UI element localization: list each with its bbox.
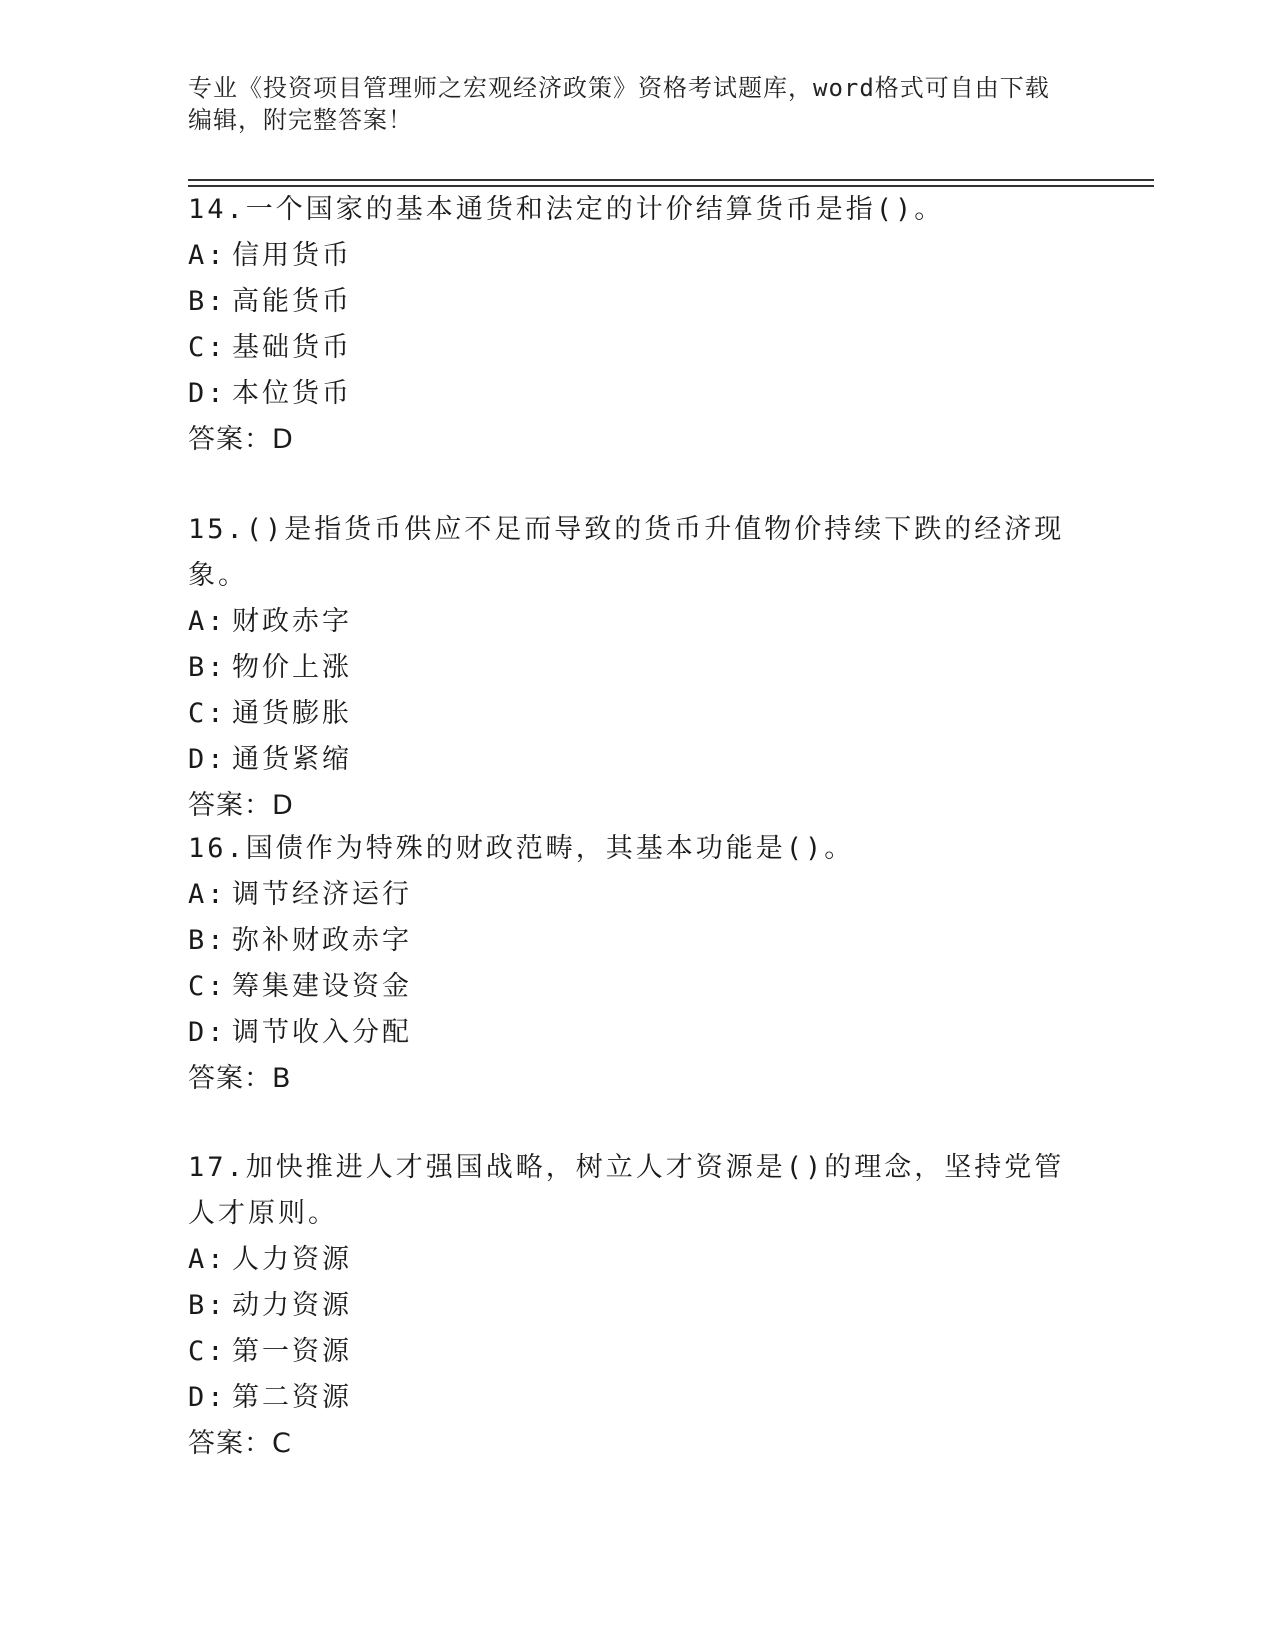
option-text: 调节经济运行 (232, 879, 412, 910)
option-letter: B: (188, 925, 227, 956)
option-letter: B: (188, 1290, 227, 1321)
option-letter: A: (188, 240, 227, 271)
option-c (188, 325, 1088, 371)
question-stem: 17.加快推进人才强国战略，树立人才资源是()的理念，坚持党管人才原则。 (188, 1152, 1065, 1229)
option-text: 财政赤字 (232, 606, 352, 637)
option-text: 第二资源 (232, 1382, 352, 1413)
answer-line: 答案：D (188, 790, 294, 821)
option-b (188, 1283, 1088, 1329)
header-divider-top (188, 179, 1154, 181)
option-letter: D: (188, 1017, 227, 1048)
option-text: 本位货币 (232, 378, 352, 409)
option-text: 高能货币 (232, 286, 352, 317)
question-block (188, 187, 1088, 463)
option-text: 动力资源 (232, 1290, 352, 1321)
option-letter: D: (188, 1382, 227, 1413)
option-letter: C: (188, 1336, 227, 1367)
option-b (188, 279, 1088, 325)
option-letter: B: (188, 652, 227, 683)
option-text: 通货紧缩 (232, 744, 352, 775)
option-d (188, 737, 1088, 783)
question-block (188, 826, 1088, 1102)
option-c (188, 964, 1088, 1010)
option-text: 信用货币 (232, 240, 352, 271)
question-block (188, 507, 1088, 829)
option-a (188, 872, 1088, 918)
question-stem: 16.国债作为特殊的财政范畴，其基本功能是()。 (188, 833, 855, 864)
option-d (188, 1010, 1088, 1056)
question-stem: 15.()是指货币供应不足而导致的货币升值物价持续下跌的经济现象。 (188, 514, 1065, 591)
option-a (188, 599, 1088, 645)
option-b (188, 918, 1088, 964)
option-text: 通货膨胀 (232, 698, 352, 729)
option-text: 人力资源 (232, 1244, 352, 1275)
option-c (188, 691, 1088, 737)
header-note: 专业《投资项目管理师之宏观经济政策》资格考试题库，word格式可自由下载编辑，附完整答案！ (188, 74, 1050, 134)
option-text: 第一资源 (232, 1336, 352, 1367)
option-letter: C: (188, 698, 227, 729)
option-text: 基础货币 (232, 332, 352, 363)
option-text: 筹集建设资金 (232, 971, 412, 1002)
option-d (188, 371, 1088, 417)
answer-line: 答案：D (188, 424, 294, 455)
answer-line: 答案：C (188, 1428, 292, 1459)
question-block (188, 1145, 1088, 1467)
option-letter: A: (188, 879, 227, 910)
option-letter: D: (188, 378, 227, 409)
option-c (188, 1329, 1088, 1375)
option-letter: C: (188, 971, 227, 1002)
option-d (188, 1375, 1088, 1421)
option-letter: B: (188, 286, 227, 317)
option-letter: C: (188, 332, 227, 363)
option-text: 弥补财政赤字 (232, 925, 412, 956)
option-letter: A: (188, 606, 227, 637)
option-text: 物价上涨 (232, 652, 352, 683)
option-a (188, 233, 1088, 279)
option-b (188, 645, 1088, 691)
option-letter: D: (188, 744, 227, 775)
answer-line: 答案：B (188, 1063, 292, 1094)
question-stem: 14.一个国家的基本通货和法定的计价结算货币是指()。 (188, 194, 945, 225)
option-a (188, 1237, 1088, 1283)
option-text: 调节收入分配 (232, 1017, 412, 1048)
option-letter: A: (188, 1244, 227, 1275)
